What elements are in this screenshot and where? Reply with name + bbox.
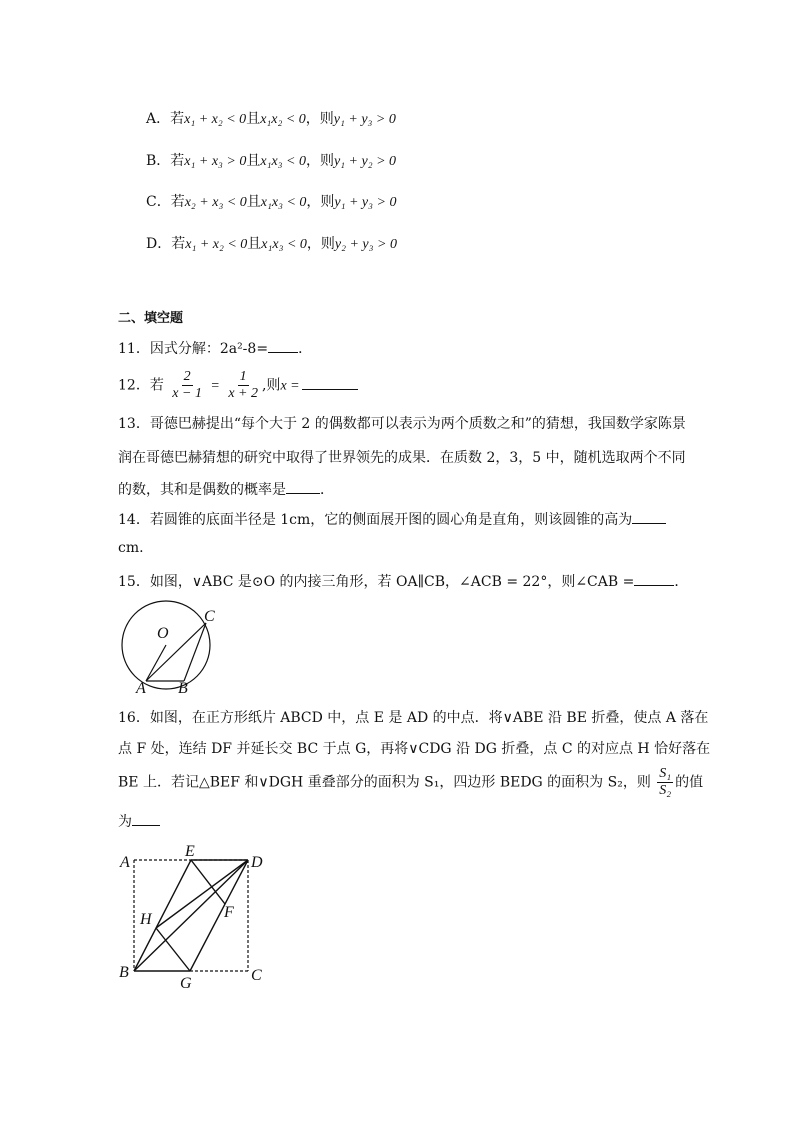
label-b: B [119, 964, 129, 981]
option-condition: x₁ + x₂ < 0 [185, 237, 248, 252]
option-and: 且 [247, 236, 262, 252]
question-11 [118, 338, 312, 358]
q15-figure [112, 600, 222, 696]
option-then: ，则 [305, 111, 334, 127]
option-result: y₁ + y₂ > 0 [333, 154, 397, 169]
answer-blank[interactable] [302, 375, 358, 390]
label-f: F [224, 904, 234, 921]
answer-blank[interactable] [132, 811, 160, 826]
label-c: C [251, 967, 262, 984]
q16-text: BE 上．若记△BEF 和∨DGH 重叠部分的面积为 S₁，四边形 BEDG 的面积为 S₂，则 [118, 774, 651, 791]
numerator: 1 [239, 369, 247, 384]
option-b [146, 150, 396, 170]
q16-line-2: 点 F 处，连结 DF 并延长交 BC 于点 G，再将∨CDG 沿 DG 折叠，点 C 的对应点 H 恰好落在 [118, 741, 711, 757]
segment-hg [156, 928, 190, 971]
label-e: E [185, 843, 195, 860]
fraction-left [170, 369, 204, 402]
ratio-fraction [657, 766, 673, 799]
q13-line-1: 13．哥德巴赫提出“每个大于 2 的偶数都可以表示为两个质数之和”的猜想，我国数学家陈景 [118, 416, 686, 432]
label-a: A [136, 680, 146, 696]
segment-dg [190, 860, 248, 971]
option-label: D．若 [146, 236, 186, 252]
answer-blank[interactable] [286, 479, 320, 494]
option-condition: x₂ + x₃ < 0 [184, 195, 247, 210]
numerator: 2 [183, 369, 191, 384]
q16-end: 的值 [675, 774, 704, 791]
section-title: 二、填空题 [118, 311, 184, 326]
q14-line-2: cm. [118, 540, 144, 556]
segment-ef [191, 860, 225, 904]
segment-oa [146, 645, 166, 681]
answer-blank[interactable] [634, 571, 674, 586]
q13-line-2: 润在哥德巴赫猜想的研究中取得了世界领先的成果．在质数 2，3，5 中，随机选取两个不同 [118, 450, 686, 466]
q12-prefix: 12．若 [118, 377, 164, 394]
option-and: 且 [246, 153, 261, 169]
option-then: ，则 [306, 236, 335, 252]
option-c [146, 191, 396, 211]
q16-line-3 [118, 766, 703, 799]
answer-blank[interactable] [268, 338, 298, 353]
option-and: 且 [246, 111, 261, 127]
q13-end: ． [320, 482, 334, 498]
question-15 [118, 571, 688, 591]
option-then: ，则 [306, 194, 335, 210]
option-label: B．若 [146, 153, 185, 169]
label-b: B [178, 680, 188, 696]
q16-line-1: 16．如图，在正方形纸片 ABCD 中，点 E 是 AD 的中点．将∨ABE 沿 BE 折叠，使点 A 落在 [118, 710, 709, 726]
option-result: y₁ + y₃ > 0 [333, 112, 396, 127]
option-result: y₂ + y₃ > 0 [334, 237, 397, 252]
label-g: G [180, 975, 192, 990]
q16-line-4 [118, 811, 160, 831]
denominator: x − 1 [172, 386, 202, 401]
q15-end: ． [674, 574, 689, 590]
label-o: O [157, 625, 169, 642]
option-condition-2: x₁x₃ < 0 [260, 195, 307, 210]
option-label: C．若 [146, 194, 185, 210]
denominator: S₂ [659, 783, 672, 798]
denominator: x + 2 [228, 386, 258, 401]
q13-text: 的数，其和是偶数的概率是 [118, 482, 286, 498]
option-d [146, 233, 397, 253]
option-condition-2: x₁x₃ < 0 [260, 154, 306, 169]
label-c: C [204, 608, 215, 625]
option-label: A．若 [146, 111, 185, 127]
segment-ac [146, 623, 206, 681]
option-condition: x₁ + x₃ > 0 [184, 154, 247, 169]
question-12 [118, 369, 358, 402]
segment-bc [184, 623, 206, 681]
q14-text: 14．若圆锥的底面半径是 1cm，它的侧面展开图的圆心角是直角，则该圆锥的高为 [118, 512, 633, 528]
option-then: ，则 [305, 153, 334, 169]
q16-figure [112, 840, 272, 990]
option-condition-2: x₁x₂ < 0 [260, 112, 306, 127]
fraction-right [226, 369, 260, 402]
option-result: y₁ + y₃ > 0 [334, 195, 397, 210]
q16-text: 为 [118, 814, 132, 830]
label-d: D [251, 854, 263, 871]
q13-line-3 [118, 479, 334, 499]
q14-line-1 [118, 509, 666, 529]
equals-sign: = [210, 378, 220, 394]
option-condition: x₁ + x₂ < 0 [184, 112, 247, 127]
q15-text: 15．如图，∨ABC 是⊙O 的内接三角形，若 OA∥CB，∠ACB = 22°，则∠CAB = [118, 574, 635, 590]
label-h: H [140, 911, 152, 928]
q12-suffix: ,则 [261, 377, 281, 394]
option-and: 且 [246, 194, 261, 210]
option-condition-2: x₁x₃ < 0 [261, 237, 307, 252]
answer-blank[interactable] [632, 509, 666, 524]
q11-text: 11．因式分解：2a²-8= [118, 341, 269, 357]
label-a: A [120, 854, 130, 871]
numerator: S₁ [659, 766, 672, 781]
q12-var: x = [280, 378, 300, 394]
q11-end: ． [298, 341, 313, 357]
option-a [146, 108, 396, 128]
segment-hd [156, 860, 248, 928]
